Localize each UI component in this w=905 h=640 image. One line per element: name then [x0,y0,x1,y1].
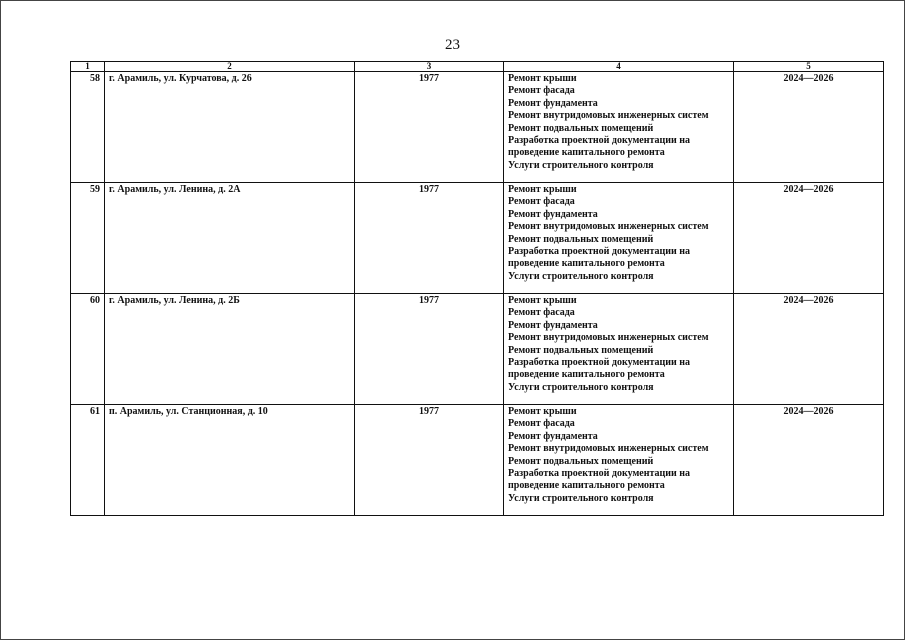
work-item: Разработка проектной документации на [508,246,691,258]
row-address: п. Арамиль, ул. Станционная, д. 10 [105,405,355,516]
work-item: Ремонт крыши [508,184,577,195]
work-item: Разработка проектной документации на [508,468,691,480]
work-item: Ремонт фундамента [508,208,598,220]
table-row [71,183,884,294]
row-address: г. Арамиль, ул. Курчатова, д. 26 [105,72,355,183]
work-item: проведение капитального ремонта [508,480,665,492]
work-item: Ремонт фундамента [508,319,598,331]
work-item: Ремонт подвальных помещений [508,344,654,356]
work-item: проведение капитального ремонта [508,369,665,381]
work-item: Ремонт подвальных помещений [508,233,654,245]
row-works [504,405,734,516]
column-header-2: 2 [105,62,355,72]
column-header-5: 5 [734,62,884,72]
work-item: Услуги строительного контроля [508,159,654,171]
work-item: Услуги строительного контроля [508,492,654,504]
work-item: Ремонт внутридомовых инженерных систем [508,110,709,122]
work-item: Ремонт внутридомовых инженерных систем [508,221,709,233]
row-works [504,183,734,294]
row-address: г. Арамиль, ул. Ленина, д. 2Б [105,294,355,405]
work-item: Ремонт внутридомовых инженерных систем [508,332,709,344]
work-item: Ремонт крыши [508,406,577,417]
row-works [504,294,734,405]
row-period: 2024—2026 [734,183,884,294]
work-item: Ремонт подвальных помещений [508,455,654,467]
row-number: 61 [71,405,105,516]
row-year: 1977 [355,294,504,405]
table-row [71,405,884,516]
work-item: проведение капитального ремонта [508,147,665,159]
table-row [71,72,884,183]
row-period: 2024—2026 [734,72,884,183]
row-year: 1977 [355,183,504,294]
column-header-4: 4 [504,62,734,72]
row-year: 1977 [355,72,504,183]
work-item: Ремонт крыши [508,73,577,84]
row-year: 1977 [355,405,504,516]
work-item: Ремонт крыши [508,295,577,306]
work-item: проведение капитального ремонта [508,258,665,270]
table-header-row [71,62,884,72]
column-header-3: 3 [355,62,504,72]
page-number: 23 [445,37,460,53]
row-number: 58 [71,72,105,183]
capital-repair-table [70,61,884,516]
work-item: Ремонт фасада [508,307,575,319]
work-item: Услуги строительного контроля [508,381,654,393]
work-item: Ремонт фундамента [508,97,598,109]
work-item: Разработка проектной документации на [508,135,691,147]
row-number: 59 [71,183,105,294]
row-period: 2024—2026 [734,405,884,516]
work-item: Ремонт фасада [508,85,575,97]
work-item: Ремонт фасада [508,196,575,208]
work-item: Ремонт фундамента [508,430,598,442]
column-header-1: 1 [71,62,105,72]
work-item: Ремонт подвальных помещений [508,122,654,134]
work-item: Ремонт фасада [508,418,575,430]
row-works [504,72,734,183]
work-item: Ремонт внутридомовых инженерных систем [508,443,709,455]
row-period: 2024—2026 [734,294,884,405]
table-row [71,294,884,405]
row-address: г. Арамиль, ул. Ленина, д. 2А [105,183,355,294]
row-number: 60 [71,294,105,405]
work-item: Разработка проектной документации на [508,357,691,369]
work-item: Услуги строительного контроля [508,270,654,282]
